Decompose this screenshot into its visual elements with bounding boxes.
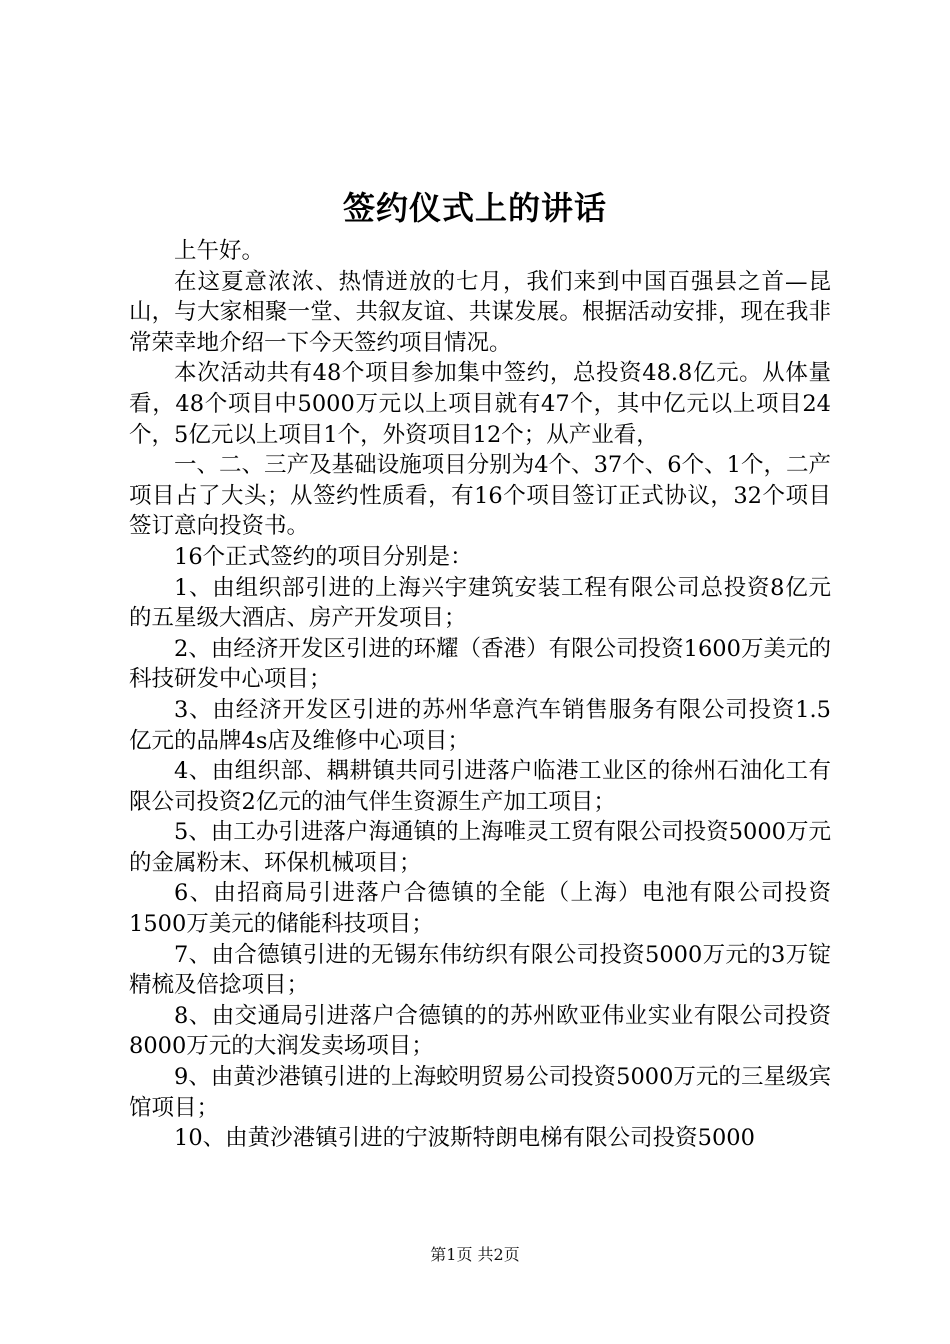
page-footer: 第1页 共2页 <box>430 1245 520 1264</box>
list-item-project-6: 6、由招商局引进落户合德镇的全能（上海）电池有限公司投资1500万美元的储能科技项目； <box>129 880 831 938</box>
list-item-project-8: 8、由交通局引进落户合德镇的的苏州欧亚伟业实业有限公司投资8000万元的大润发卖场项目； <box>129 1002 831 1060</box>
list-item-project-4: 4、由组织部、耦耕镇共同引进落户临港工业区的徐州石油化工有限公司投资2亿元的油气伴生资源生产加工项目； <box>129 758 831 815</box>
paragraph-intro: 在这夏意浓浓、热情迸放的七月，我们来到中国百强县之首—昆山，与大家相聚一堂、共叙友谊、共谋发展。根据活动安排，现在我非常荣幸地介绍一下今天签约项目情况。 <box>129 268 831 356</box>
list-item-project-2: 2、由经济开发区引进的环耀（香港）有限公司投资1600万美元的科技研发中心项目； <box>129 635 831 693</box>
document-title: 签约仪式上的讲话 <box>342 189 607 227</box>
list-item-project-1: 1、由组织部引进的上海兴宇建筑安装工程有限公司总投资8亿元的五星级大酒店、房产开发项目； <box>129 574 831 632</box>
paragraph-list-heading: 16个正式签约的项目分别是： <box>174 543 473 570</box>
list-item-project-10: 10、由黄沙港镇引进的宁波斯特朗电梯有限公司投资5000 <box>174 1125 755 1152</box>
paragraph-industry: 一、二、三产及基础设施项目分别为4个、37个、6个、1个，二产项目占了大头；从签约性质看，有16个项目签订正式协议，32个项目签订意向投资书。 <box>129 452 831 540</box>
list-item-project-7: 7、由合德镇引进的无锡东伟纺织有限公司投资5000万元的3万锭精梳及倍捻项目； <box>129 941 831 999</box>
list-item-project-9: 9、由黄沙港镇引进的上海蛟明贸易公司投资5000万元的三星级宾馆项目； <box>129 1064 831 1121</box>
paragraph-greeting: 上午好。 <box>174 238 265 264</box>
list-item-project-3: 3、由经济开发区引进的苏州华意汽车销售服务有限公司投资1.5亿元的品牌4s店及维修中心项目； <box>129 696 831 754</box>
document-body <box>129 236 831 1154</box>
paragraph-overview: 本次活动共有48个项目参加集中签约，总投资48.8亿元。从体量看，48个项目中5000万元以上项目就有47个，其中亿元以上项目24个，5亿元以上项目1个，外资项目12个；从产业看， <box>129 360 831 448</box>
list-item-project-5: 5、由工办引进落户海通镇的上海唯灵工贸有限公司投资5000万元的金属粉末、环保机械项目； <box>129 819 831 876</box>
